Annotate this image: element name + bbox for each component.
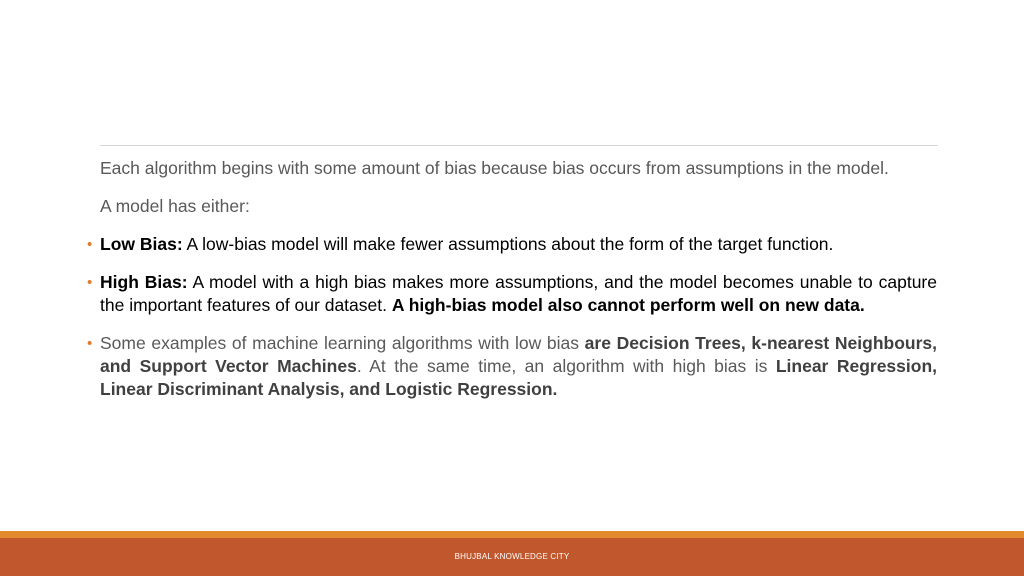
- slide-body: [87, 157, 937, 416]
- lead-paragraph: [100, 195, 937, 218]
- bullet-icon: •: [87, 274, 93, 291]
- title-divider: [100, 145, 938, 146]
- bullet-examples: [87, 332, 937, 401]
- bullet-icon: •: [87, 335, 93, 352]
- examples-text-1: Some examples of machine learning algorithms with low bias: [100, 333, 585, 353]
- examples-high-bias-list: Linear Regression, Linear Discriminant Analysis, and Logistic Regression.: [100, 356, 937, 399]
- footer-bar: [0, 538, 1024, 576]
- high-bias-emphasis: A high-bias model also cannot perform well on new data.: [391, 295, 865, 315]
- lead-text: A model has either:: [100, 196, 250, 216]
- bullet-icon: •: [87, 236, 93, 253]
- low-bias-text: A low-bias model will make fewer assumptions about the form of the target function.: [182, 234, 834, 254]
- high-bias-term: High Bias:: [100, 272, 188, 292]
- high-bias-text: A model with a high bias makes more assumptions, and the model becomes unable to capture the important features of our dataset.: [100, 272, 937, 315]
- bullet-low-bias: [87, 233, 937, 256]
- intro-paragraph: [100, 157, 937, 180]
- low-bias-term: Low Bias:: [100, 234, 183, 254]
- examples-text-2: . At the same time, an algorithm with high bias is: [356, 356, 776, 376]
- bullet-high-bias: [87, 271, 937, 317]
- examples-low-bias-list: are Decision Trees, k-nearest Neighbours, and Support Vector Machines: [100, 333, 937, 376]
- footer-accent-bar: [0, 531, 1024, 538]
- footer-label: BHUJBAL KNOWLEDGE CITY: [454, 552, 570, 561]
- intro-text: Each algorithm begins with some amount of bias because bias occurs from assumptions in the model.: [100, 158, 889, 178]
- slide-title-area: [100, 0, 938, 145]
